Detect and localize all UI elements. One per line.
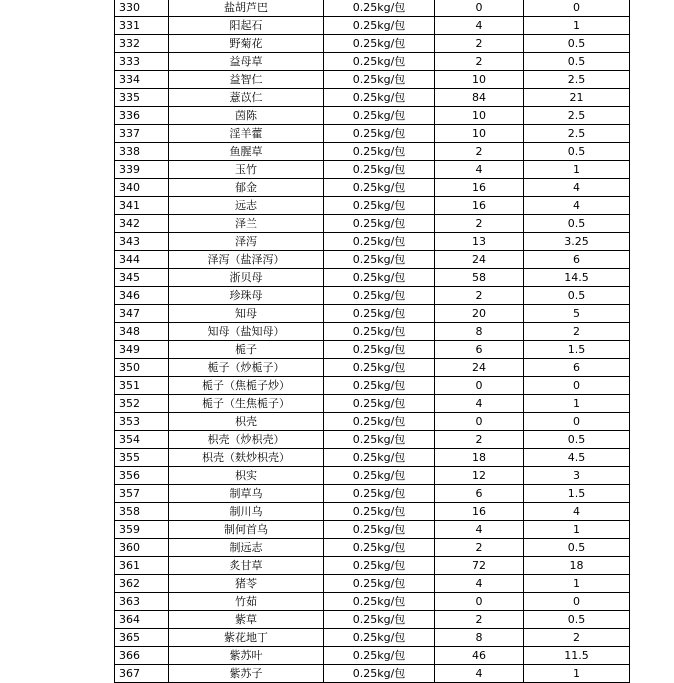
package-spec-cell: 0.25kg/包 <box>324 377 435 395</box>
package-spec-cell: 0.25kg/包 <box>324 287 435 305</box>
table-body <box>115 0 630 683</box>
weight-cell: 2 <box>524 323 630 341</box>
row-index-cell: 351 <box>115 377 169 395</box>
weight-cell: 5 <box>524 305 630 323</box>
weight-cell: 4 <box>524 197 630 215</box>
weight-cell: 18 <box>524 557 630 575</box>
quantity-cell: 4 <box>435 17 524 35</box>
herb-name-cell: 栀子（炒栀子） <box>169 359 324 377</box>
row-index-cell: 358 <box>115 503 169 521</box>
quantity-cell: 10 <box>435 125 524 143</box>
herb-name-cell: 栀子（生焦栀子） <box>169 395 324 413</box>
weight-cell: 2.5 <box>524 71 630 89</box>
quantity-cell: 4 <box>435 575 524 593</box>
row-index-cell: 359 <box>115 521 169 539</box>
row-index-cell: 353 <box>115 413 169 431</box>
row-index-cell: 363 <box>115 593 169 611</box>
package-spec-cell: 0.25kg/包 <box>324 575 435 593</box>
quantity-cell: 20 <box>435 305 524 323</box>
quantity-cell: 2 <box>435 611 524 629</box>
herb-name-cell: 枳实 <box>169 467 324 485</box>
weight-cell: 1 <box>524 665 630 683</box>
quantity-cell: 58 <box>435 269 524 287</box>
quantity-cell: 4 <box>435 395 524 413</box>
weight-cell: 3.25 <box>524 233 630 251</box>
row-index-cell: 364 <box>115 611 169 629</box>
herb-name-cell: 泽泻（盐泽泻） <box>169 251 324 269</box>
weight-cell: 1 <box>524 395 630 413</box>
quantity-cell: 13 <box>435 233 524 251</box>
package-spec-cell: 0.25kg/包 <box>324 449 435 467</box>
table-row <box>115 179 630 197</box>
table-row <box>115 629 630 647</box>
row-index-cell: 330 <box>115 0 169 17</box>
package-spec-cell: 0.25kg/包 <box>324 233 435 251</box>
row-index-cell: 348 <box>115 323 169 341</box>
weight-cell: 4 <box>524 179 630 197</box>
row-index-cell: 334 <box>115 71 169 89</box>
weight-cell: 0.5 <box>524 539 630 557</box>
herb-name-cell: 紫苏子 <box>169 665 324 683</box>
package-spec-cell: 0.25kg/包 <box>324 539 435 557</box>
row-index-cell: 346 <box>115 287 169 305</box>
table-row <box>115 89 630 107</box>
table-row <box>115 287 630 305</box>
weight-cell: 0.5 <box>524 431 630 449</box>
table-row <box>115 593 630 611</box>
weight-cell: 14.5 <box>524 269 630 287</box>
quantity-cell: 2 <box>435 287 524 305</box>
quantity-cell: 18 <box>435 449 524 467</box>
quantity-cell: 4 <box>435 665 524 683</box>
herb-name-cell: 竹茹 <box>169 593 324 611</box>
quantity-cell: 4 <box>435 521 524 539</box>
weight-cell: 6 <box>524 251 630 269</box>
herb-name-cell: 制川乌 <box>169 503 324 521</box>
row-index-cell: 332 <box>115 35 169 53</box>
row-index-cell: 335 <box>115 89 169 107</box>
quantity-cell: 0 <box>435 593 524 611</box>
weight-cell: 2.5 <box>524 107 630 125</box>
herb-name-cell: 鱼腥草 <box>169 143 324 161</box>
herb-name-cell: 栀子（焦栀子炒） <box>169 377 324 395</box>
package-spec-cell: 0.25kg/包 <box>324 17 435 35</box>
row-index-cell: 347 <box>115 305 169 323</box>
weight-cell: 1 <box>524 17 630 35</box>
row-index-cell: 360 <box>115 539 169 557</box>
weight-cell: 2 <box>524 629 630 647</box>
package-spec-cell: 0.25kg/包 <box>324 521 435 539</box>
table-row <box>115 431 630 449</box>
table-row <box>115 647 630 665</box>
table-row <box>115 449 630 467</box>
weight-cell: 1.5 <box>524 485 630 503</box>
package-spec-cell: 0.25kg/包 <box>324 593 435 611</box>
package-spec-cell: 0.25kg/包 <box>324 431 435 449</box>
herb-name-cell: 益母草 <box>169 53 324 71</box>
quantity-cell: 0 <box>435 377 524 395</box>
row-index-cell: 342 <box>115 215 169 233</box>
table-row <box>115 161 630 179</box>
package-spec-cell: 0.25kg/包 <box>324 0 435 17</box>
table-row <box>115 0 630 17</box>
table-row <box>115 233 630 251</box>
table-row <box>115 557 630 575</box>
weight-cell: 0.5 <box>524 215 630 233</box>
table-row <box>115 251 630 269</box>
package-spec-cell: 0.25kg/包 <box>324 629 435 647</box>
row-index-cell: 357 <box>115 485 169 503</box>
herb-name-cell: 茵陈 <box>169 107 324 125</box>
row-index-cell: 352 <box>115 395 169 413</box>
package-spec-cell: 0.25kg/包 <box>324 485 435 503</box>
package-spec-cell: 0.25kg/包 <box>324 395 435 413</box>
quantity-cell: 8 <box>435 629 524 647</box>
package-spec-cell: 0.25kg/包 <box>324 143 435 161</box>
package-spec-cell: 0.25kg/包 <box>324 323 435 341</box>
quantity-cell: 2 <box>435 431 524 449</box>
weight-cell: 1 <box>524 161 630 179</box>
herb-name-cell: 珍珠母 <box>169 287 324 305</box>
weight-cell: 0.5 <box>524 53 630 71</box>
package-spec-cell: 0.25kg/包 <box>324 359 435 377</box>
table-row <box>115 665 630 683</box>
herb-name-cell: 郁金 <box>169 179 324 197</box>
package-spec-cell: 0.25kg/包 <box>324 557 435 575</box>
package-spec-cell: 0.25kg/包 <box>324 647 435 665</box>
row-index-cell: 354 <box>115 431 169 449</box>
weight-cell: 0.5 <box>524 35 630 53</box>
row-index-cell: 366 <box>115 647 169 665</box>
table-row <box>115 539 630 557</box>
weight-cell: 1.5 <box>524 341 630 359</box>
table-row <box>115 521 630 539</box>
herb-name-cell: 远志 <box>169 197 324 215</box>
weight-cell: 0.5 <box>524 287 630 305</box>
package-spec-cell: 0.25kg/包 <box>324 179 435 197</box>
weight-cell: 11.5 <box>524 647 630 665</box>
herb-name-cell: 紫花地丁 <box>169 629 324 647</box>
herb-name-cell: 枳壳 <box>169 413 324 431</box>
quantity-cell: 16 <box>435 503 524 521</box>
herb-name-cell: 玉竹 <box>169 161 324 179</box>
herb-name-cell: 泽泻 <box>169 233 324 251</box>
table-row <box>115 197 630 215</box>
row-index-cell: 367 <box>115 665 169 683</box>
package-spec-cell: 0.25kg/包 <box>324 71 435 89</box>
table-row <box>115 71 630 89</box>
row-index-cell: 336 <box>115 107 169 125</box>
herb-name-cell: 栀子 <box>169 341 324 359</box>
weight-cell: 2.5 <box>524 125 630 143</box>
quantity-cell: 0 <box>435 413 524 431</box>
table-row <box>115 17 630 35</box>
row-index-cell: 339 <box>115 161 169 179</box>
quantity-cell: 2 <box>435 35 524 53</box>
herb-name-cell: 淫羊藿 <box>169 125 324 143</box>
herb-name-cell: 紫苏叶 <box>169 647 324 665</box>
package-spec-cell: 0.25kg/包 <box>324 503 435 521</box>
weight-cell: 0 <box>524 377 630 395</box>
weight-cell: 0 <box>524 593 630 611</box>
row-index-cell: 344 <box>115 251 169 269</box>
row-index-cell: 345 <box>115 269 169 287</box>
quantity-cell: 4 <box>435 161 524 179</box>
row-index-cell: 338 <box>115 143 169 161</box>
herb-name-cell: 制草乌 <box>169 485 324 503</box>
table-row <box>115 305 630 323</box>
row-index-cell: 341 <box>115 197 169 215</box>
weight-cell: 4.5 <box>524 449 630 467</box>
package-spec-cell: 0.25kg/包 <box>324 89 435 107</box>
table-row <box>115 323 630 341</box>
package-spec-cell: 0.25kg/包 <box>324 467 435 485</box>
herb-name-cell: 炙甘草 <box>169 557 324 575</box>
row-index-cell: 361 <box>115 557 169 575</box>
herb-name-cell: 阳起石 <box>169 17 324 35</box>
row-index-cell: 356 <box>115 467 169 485</box>
herb-name-cell: 枳壳（麸炒枳壳） <box>169 449 324 467</box>
package-spec-cell: 0.25kg/包 <box>324 341 435 359</box>
table-row <box>115 467 630 485</box>
package-spec-cell: 0.25kg/包 <box>324 269 435 287</box>
package-spec-cell: 0.25kg/包 <box>324 125 435 143</box>
quantity-cell: 0 <box>435 0 524 17</box>
quantity-cell: 16 <box>435 179 524 197</box>
package-spec-cell: 0.25kg/包 <box>324 611 435 629</box>
row-index-cell: 343 <box>115 233 169 251</box>
weight-cell: 1 <box>524 575 630 593</box>
package-spec-cell: 0.25kg/包 <box>324 107 435 125</box>
table-row <box>115 35 630 53</box>
quantity-cell: 84 <box>435 89 524 107</box>
table-row <box>115 485 630 503</box>
row-index-cell: 340 <box>115 179 169 197</box>
herb-name-cell: 紫草 <box>169 611 324 629</box>
package-spec-cell: 0.25kg/包 <box>324 215 435 233</box>
weight-cell: 21 <box>524 89 630 107</box>
package-spec-cell: 0.25kg/包 <box>324 53 435 71</box>
table-row <box>115 395 630 413</box>
table-row <box>115 53 630 71</box>
row-index-cell: 350 <box>115 359 169 377</box>
quantity-cell: 10 <box>435 71 524 89</box>
herb-name-cell: 猪苓 <box>169 575 324 593</box>
herb-name-cell: 盐胡芦巴 <box>169 0 324 17</box>
weight-cell: 0.5 <box>524 611 630 629</box>
table-row <box>115 341 630 359</box>
row-index-cell: 355 <box>115 449 169 467</box>
herb-name-cell: 益智仁 <box>169 71 324 89</box>
quantity-cell: 72 <box>435 557 524 575</box>
weight-cell: 4 <box>524 503 630 521</box>
quantity-cell: 16 <box>435 197 524 215</box>
quantity-cell: 12 <box>435 467 524 485</box>
quantity-cell: 24 <box>435 359 524 377</box>
package-spec-cell: 0.25kg/包 <box>324 305 435 323</box>
table-row <box>115 503 630 521</box>
quantity-cell: 8 <box>435 323 524 341</box>
row-index-cell: 337 <box>115 125 169 143</box>
table-row <box>115 611 630 629</box>
weight-cell: 0 <box>524 0 630 17</box>
row-index-cell: 362 <box>115 575 169 593</box>
herb-name-cell: 知母 <box>169 305 324 323</box>
table-row <box>115 143 630 161</box>
weight-cell: 6 <box>524 359 630 377</box>
table-row <box>115 359 630 377</box>
table-row <box>115 269 630 287</box>
table-row <box>115 377 630 395</box>
herb-name-cell: 泽兰 <box>169 215 324 233</box>
herb-name-cell: 制远志 <box>169 539 324 557</box>
row-index-cell: 331 <box>115 17 169 35</box>
table-row <box>115 125 630 143</box>
quantity-cell: 46 <box>435 647 524 665</box>
weight-cell: 0.5 <box>524 143 630 161</box>
weight-cell: 0 <box>524 413 630 431</box>
quantity-cell: 6 <box>435 485 524 503</box>
row-index-cell: 333 <box>115 53 169 71</box>
package-spec-cell: 0.25kg/包 <box>324 251 435 269</box>
quantity-cell: 2 <box>435 143 524 161</box>
quantity-cell: 2 <box>435 53 524 71</box>
row-index-cell: 349 <box>115 341 169 359</box>
quantity-cell: 10 <box>435 107 524 125</box>
quantity-cell: 2 <box>435 539 524 557</box>
package-spec-cell: 0.25kg/包 <box>324 413 435 431</box>
weight-cell: 3 <box>524 467 630 485</box>
herb-name-cell: 枳壳（炒枳壳） <box>169 431 324 449</box>
herb-name-cell: 野菊花 <box>169 35 324 53</box>
table-row <box>115 215 630 233</box>
table-row <box>115 107 630 125</box>
quantity-cell: 6 <box>435 341 524 359</box>
weight-cell: 1 <box>524 521 630 539</box>
package-spec-cell: 0.25kg/包 <box>324 197 435 215</box>
quantity-cell: 2 <box>435 215 524 233</box>
herb-name-cell: 知母（盐知母） <box>169 323 324 341</box>
quantity-cell: 24 <box>435 251 524 269</box>
package-spec-cell: 0.25kg/包 <box>324 161 435 179</box>
herb-name-cell: 制何首乌 <box>169 521 324 539</box>
table-row <box>115 413 630 431</box>
package-spec-cell: 0.25kg/包 <box>324 35 435 53</box>
herb-name-cell: 薏苡仁 <box>169 89 324 107</box>
row-index-cell: 365 <box>115 629 169 647</box>
package-spec-cell: 0.25kg/包 <box>324 665 435 683</box>
herb-inventory-table <box>114 0 630 683</box>
table-row <box>115 575 630 593</box>
herb-name-cell: 浙贝母 <box>169 269 324 287</box>
